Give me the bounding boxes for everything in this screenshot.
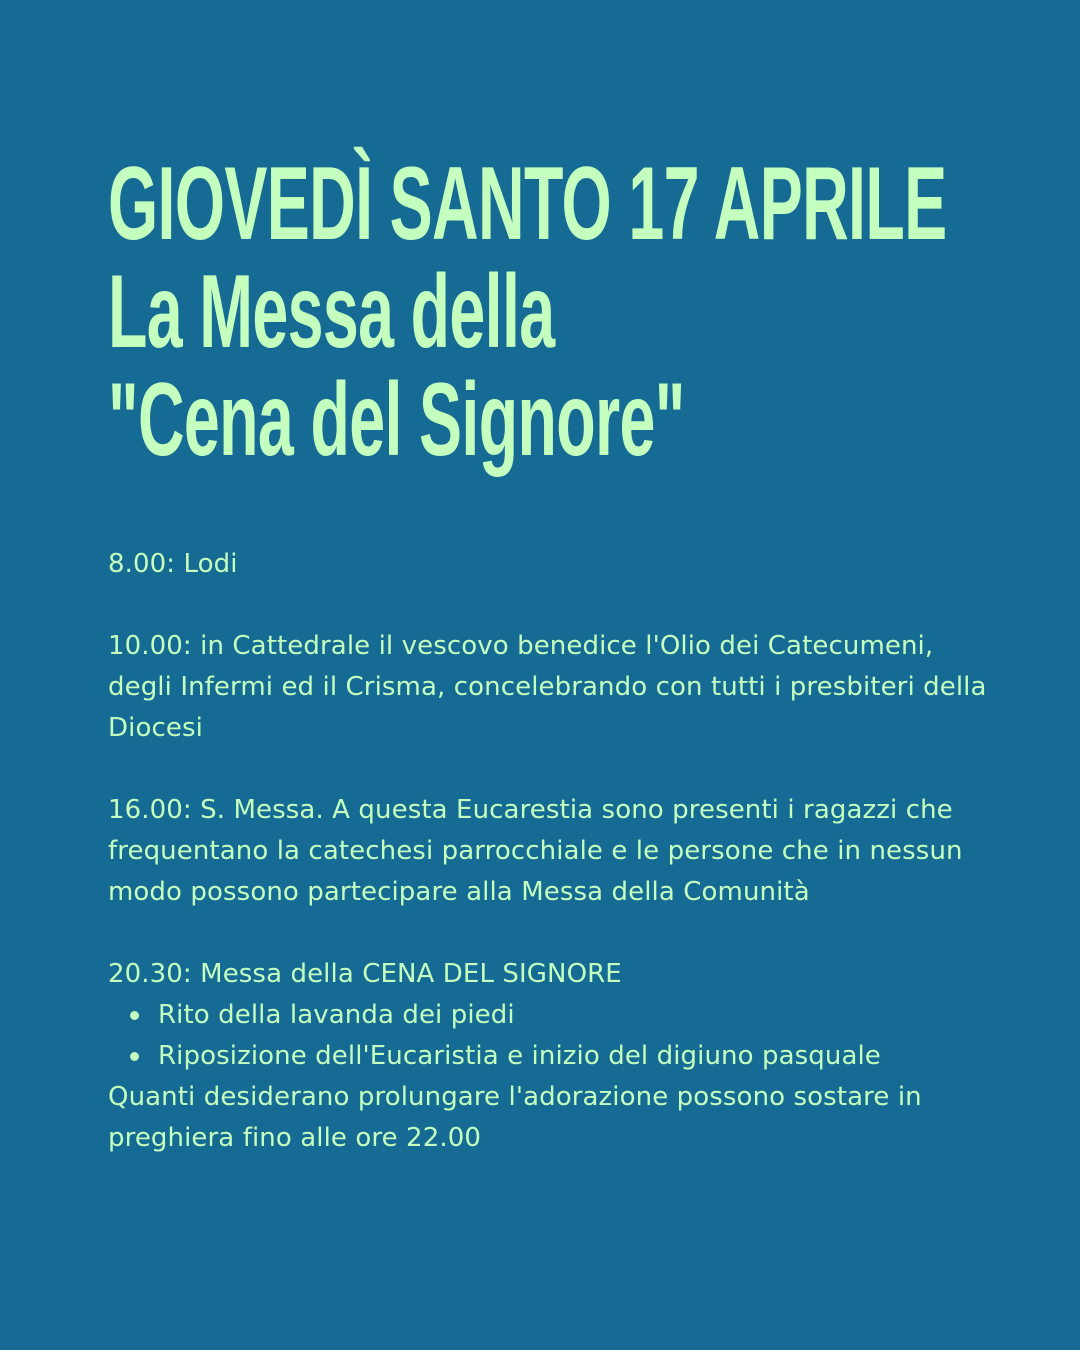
title-subtitle: La Messa della — [108, 254, 555, 370]
schedule — [108, 544, 988, 1159]
schedule-cattedrale: 10.00: in Cattedrale il vescovo benedice l'Olio dei Catecumeni, degli Infermi ed il Crisma, concelebrando con tutti i presbiteri della Diocesi — [108, 631, 987, 743]
bullet-icon — [130, 1052, 139, 1061]
spacer — [108, 913, 988, 954]
spacer — [108, 749, 988, 790]
list-item-text: Riposizione dell'Eucaristia e inizio del digiuno pasquale — [158, 1041, 881, 1071]
list-item — [130, 1036, 988, 1077]
title-date: GIOVEDÌ SANTO 17 APRILE — [108, 146, 947, 262]
schedule-messa-2030-list — [108, 995, 988, 1077]
title-cena: "Cena del Signore" — [108, 362, 685, 478]
list-item — [130, 995, 988, 1036]
spacer — [108, 585, 988, 626]
list-item-text: Rito della lavanda dei piedi — [158, 1000, 515, 1030]
bullet-icon — [130, 1011, 139, 1020]
schedule-adorazione-note: Quanti desiderano prolungare l'adorazione possono sostare in preghiera fino alle ore 22.00 — [108, 1082, 922, 1153]
schedule-messa-2030-heading: 20.30: Messa della CENA DEL SIGNORE — [108, 959, 622, 989]
schedule-messa-16: 16.00: S. Messa. A questa Eucarestia sono presenti i ragazzi che frequentano la catechesi parrocchiale e le persone che in nessun modo possono partecipare alla Messa della Comunità — [108, 795, 963, 907]
title-block — [108, 146, 1008, 478]
schedule-lodi: 8.00: Lodi — [108, 549, 238, 579]
